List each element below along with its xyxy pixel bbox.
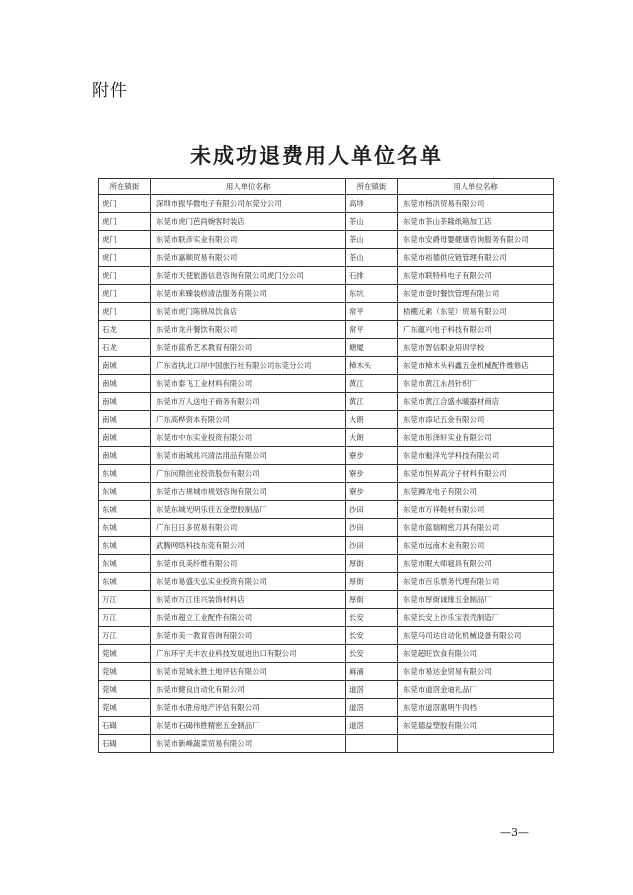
town-cell: 石碣 <box>99 735 151 753</box>
unit-name-cell: 东莞市眠大师寝具有限公司 <box>398 555 554 573</box>
unit-name-cell: 东莞市蓝希艺术教育有限公司 <box>151 339 346 357</box>
table-row <box>99 699 554 717</box>
table-row <box>99 465 554 483</box>
table-row <box>99 393 554 411</box>
header-town-right: 所在镇街 <box>346 179 398 195</box>
unit-name-cell: 东莞市联彦实业有限公司 <box>151 231 346 249</box>
attachment-label: 附件 <box>92 81 128 101</box>
town-cell: 沙田 <box>346 537 398 555</box>
unit-name-cell: 广东日日多贸易有限公司 <box>151 519 346 537</box>
town-cell: 樟木头 <box>346 357 398 375</box>
town-cell: 东城 <box>99 483 151 501</box>
town-cell: 道滘 <box>346 717 398 735</box>
town-cell: 虎门 <box>99 267 151 285</box>
unit-name-cell: 东莞市万祥鞋材有限公司 <box>398 501 554 519</box>
unit-name-cell: 东莞市来臻装修清洁服务有限公司 <box>151 285 346 303</box>
table-row <box>99 591 554 609</box>
table-row <box>99 429 554 447</box>
table-row <box>99 375 554 393</box>
town-cell: 东城 <box>99 519 151 537</box>
town-cell: 南城 <box>99 357 151 375</box>
town-cell: 石排 <box>346 267 398 285</box>
table-row <box>99 267 554 285</box>
unit-name-cell: 东莞市万人送电子商务有限公司 <box>151 393 346 411</box>
unit-name-cell: 广东高桦资本有限公司 <box>151 411 346 429</box>
town-cell: 莞城 <box>99 699 151 717</box>
town-cell: 寮步 <box>346 465 398 483</box>
unit-name-cell: 东莞市壹时餐饮管理有限公司 <box>398 285 554 303</box>
unit-name-cell: 东莞市良美纤维有限公司 <box>151 555 346 573</box>
town-cell: 石龙 <box>99 339 151 357</box>
town-cell: 长安 <box>346 609 398 627</box>
unit-name-cell: 广东省执北口岸中国旅行社有限公司东莞分公司 <box>151 357 346 375</box>
table-row <box>99 321 554 339</box>
town-cell: 东城 <box>99 573 151 591</box>
unit-name-cell: 东莞市杨洪贸易有限公司 <box>398 195 554 213</box>
unit-name-cell: 东莞市易达金贸易有限公司 <box>398 663 554 681</box>
unit-name-cell: 东莞市樟木头科鑫五金机械配件维修店 <box>398 357 554 375</box>
town-cell: 东城 <box>99 465 151 483</box>
town-cell <box>346 735 398 753</box>
unit-name-cell <box>398 735 554 753</box>
town-cell: 道滘 <box>346 699 398 717</box>
unit-name-cell: 东莞市嘉顺贸易有限公司 <box>151 249 346 267</box>
town-cell: 厚街 <box>346 591 398 609</box>
unit-name-cell: 东莞马司达自动化机械设备有限公司 <box>398 627 554 645</box>
table-row <box>99 303 554 321</box>
unit-name-cell: 东莞市新峰蔬菜贸易有限公司 <box>151 735 346 753</box>
town-cell: 万江 <box>99 609 151 627</box>
town-cell: 虎门 <box>99 231 151 249</box>
unit-name-cell: 东莞市石碣伟胜精密五金制品厂 <box>151 717 346 735</box>
table-row <box>99 501 554 519</box>
town-cell: 南城 <box>99 393 151 411</box>
town-cell: 沙田 <box>346 519 398 537</box>
unit-name-cell: 东莞狮龙电子有限公司 <box>398 483 554 501</box>
unit-name-cell: 深圳市振华微电子有限公司东莞分公司 <box>151 195 346 213</box>
unit-name-cell: 东莞超旺饮食有限公司 <box>398 645 554 663</box>
table-row <box>99 681 554 699</box>
table-row <box>99 519 554 537</box>
unit-name-cell: 广东问鼎创业投资股份有限公司 <box>151 465 346 483</box>
unit-name-cell: 东莞市万江佳兴装饰材料店 <box>151 591 346 609</box>
town-cell: 东城 <box>99 501 151 519</box>
town-cell: 南城 <box>99 375 151 393</box>
table-row <box>99 735 554 753</box>
town-cell: 万江 <box>99 627 151 645</box>
town-cell: 厚街 <box>346 573 398 591</box>
town-cell: 虎门 <box>99 195 151 213</box>
town-cell: 南城 <box>99 447 151 465</box>
table-row <box>99 357 554 375</box>
town-cell: 茶山 <box>346 231 398 249</box>
table-row <box>99 195 554 213</box>
unit-name-cell: 东莞东城光明乐佳五金塑胶制品厂 <box>151 501 346 519</box>
town-cell: 麻涌 <box>346 663 398 681</box>
table-row <box>99 537 554 555</box>
unit-name-cell: 东莞市添记五金有限公司 <box>398 411 554 429</box>
unit-name-cell: 东莞市魁洋光学科技有限公司 <box>398 447 554 465</box>
unit-name-cell: 梧棚元素（东莞）贸易有限公司 <box>398 303 554 321</box>
table-row <box>99 627 554 645</box>
unit-name-cell: 武腾网络科技东莞有限公司 <box>151 537 346 555</box>
town-cell: 大朗 <box>346 429 398 447</box>
town-cell: 虎门 <box>99 285 151 303</box>
unit-name-cell: 广东蕴兴电子科技有限公司 <box>398 321 554 339</box>
town-cell: 长安 <box>346 645 398 663</box>
unit-name-cell: 东莞市中东实业投资有限公司 <box>151 429 346 447</box>
town-cell: 寮步 <box>346 483 398 501</box>
town-cell: 长安 <box>346 627 398 645</box>
unit-name-cell: 东莞市水胜房地产评估有限公司 <box>151 699 346 717</box>
town-cell: 南城 <box>99 429 151 447</box>
unit-name-cell: 东莞市泰飞工业材料有限公司 <box>151 375 346 393</box>
town-cell: 莞城 <box>99 645 151 663</box>
unit-name-cell: 东莞市天使旅游信息咨询有限公司虎门分公司 <box>151 267 346 285</box>
unit-name-cell: 东莞市智信职业培训学校 <box>398 339 554 357</box>
town-cell: 东城 <box>99 555 151 573</box>
unit-name-cell: 东莞市美一教育咨询有限公司 <box>151 627 346 645</box>
table-row <box>99 249 554 267</box>
town-cell: 茶山 <box>346 213 398 231</box>
header-town-left: 所在镇街 <box>99 179 151 195</box>
town-cell: 塘厦 <box>346 339 398 357</box>
unit-name-cell: 东莞市茶山茶隆纸箱加工店 <box>398 213 554 231</box>
town-cell: 黄江 <box>346 393 398 411</box>
table-row <box>99 645 554 663</box>
unit-name-cell: 东莞市蓝瑞精密刀具有限公司 <box>398 519 554 537</box>
town-cell: 石龙 <box>99 321 151 339</box>
unit-name-cell: 东莞市厚街诚缘五金制品厂 <box>398 591 554 609</box>
table-row <box>99 483 554 501</box>
unit-name-cell: 东莞市黄江永昌针织厂 <box>398 375 554 393</box>
town-cell: 石碣 <box>99 717 151 735</box>
town-cell: 常平 <box>346 321 398 339</box>
unit-name-cell: 东莞市黄江合盛水暖器材商店 <box>398 393 554 411</box>
document-title: 未成功退费用人单位名单 <box>190 143 443 168</box>
unit-name-cell: 东莞市古规城市规划咨询有限公司 <box>151 483 346 501</box>
town-cell: 大朗 <box>346 411 398 429</box>
unit-name-cell: 东莞市易盛天弘实业投资有限公司 <box>151 573 346 591</box>
table-row <box>99 663 554 681</box>
unit-name-cell: 东莞市超立工业配件有限公司 <box>151 609 346 627</box>
unit-name-cell: 东莞长安上沙乐宝表壳制造厂 <box>398 609 554 627</box>
town-cell: 莞城 <box>99 663 151 681</box>
unit-name-cell: 东莞市龙升餐饮有限公司 <box>151 321 346 339</box>
header-unit-right: 用人单位名称 <box>398 179 554 195</box>
town-cell: 东坑 <box>346 285 398 303</box>
town-cell: 东城 <box>99 537 151 555</box>
unit-list-table <box>98 178 554 753</box>
table-header-row <box>99 179 554 195</box>
table-row <box>99 285 554 303</box>
town-cell: 南城 <box>99 411 151 429</box>
unit-name-cell: 东莞市虎门陈锦凤饮食店 <box>151 303 346 321</box>
header-unit-left: 用人单位名称 <box>151 179 346 195</box>
table-row <box>99 213 554 231</box>
unit-name-cell: 东莞市远南木业有限公司 <box>398 537 554 555</box>
unit-name-cell: 东莞市联特科电子有限公司 <box>398 267 554 285</box>
town-cell: 虎门 <box>99 303 151 321</box>
town-cell: 黄江 <box>346 375 398 393</box>
town-cell: 虎门 <box>99 213 151 231</box>
unit-name-cell: 东莞市百乐票务代理有限公司 <box>398 573 554 591</box>
table-row <box>99 609 554 627</box>
unit-name-cell: 东莞市莞城永胜土地评估有限公司 <box>151 663 346 681</box>
unit-name-cell: 广东环宇天丰农业科技发展进出口有限公司 <box>151 645 346 663</box>
town-cell: 高埗 <box>346 195 398 213</box>
unit-name-cell: 东莞市健良自动化有限公司 <box>151 681 346 699</box>
unit-name-cell: 东莞市虎门芭尚婉客时装店 <box>151 213 346 231</box>
unit-name-cell: 东莞德益塑胶有限公司 <box>398 717 554 735</box>
town-cell: 沙田 <box>346 501 398 519</box>
town-cell: 茶山 <box>346 249 398 267</box>
town-cell: 厚街 <box>346 555 398 573</box>
unit-name-cell: 东莞市道滘金迪礼品厂 <box>398 681 554 699</box>
town-cell: 虎门 <box>99 249 151 267</box>
unit-name-cell: 东莞市南城兆兴清洁用品有限公司 <box>151 447 346 465</box>
town-cell: 万江 <box>99 591 151 609</box>
table-row <box>99 231 554 249</box>
unit-name-cell: 东莞市安爵母婴健康咨询服务有限公司 <box>398 231 554 249</box>
table-row <box>99 447 554 465</box>
table-row <box>99 411 554 429</box>
table-row <box>99 339 554 357</box>
table-row <box>99 573 554 591</box>
unit-name-cell: 东莞市道滘惠明牛肉档 <box>398 699 554 717</box>
town-cell: 莞城 <box>99 681 151 699</box>
table-row <box>99 555 554 573</box>
unit-name-cell: 东莞市裕德供应链管理有限公司 <box>398 249 554 267</box>
town-cell: 寮步 <box>346 447 398 465</box>
town-cell: 道滘 <box>346 681 398 699</box>
page-number: —3— <box>500 826 529 839</box>
town-cell: 常平 <box>346 303 398 321</box>
table-row <box>99 717 554 735</box>
unit-name-cell: 东莞市彤泽轩实业有限公司 <box>398 429 554 447</box>
unit-name-cell: 东莞市恒昇高分子材料有限公司 <box>398 465 554 483</box>
